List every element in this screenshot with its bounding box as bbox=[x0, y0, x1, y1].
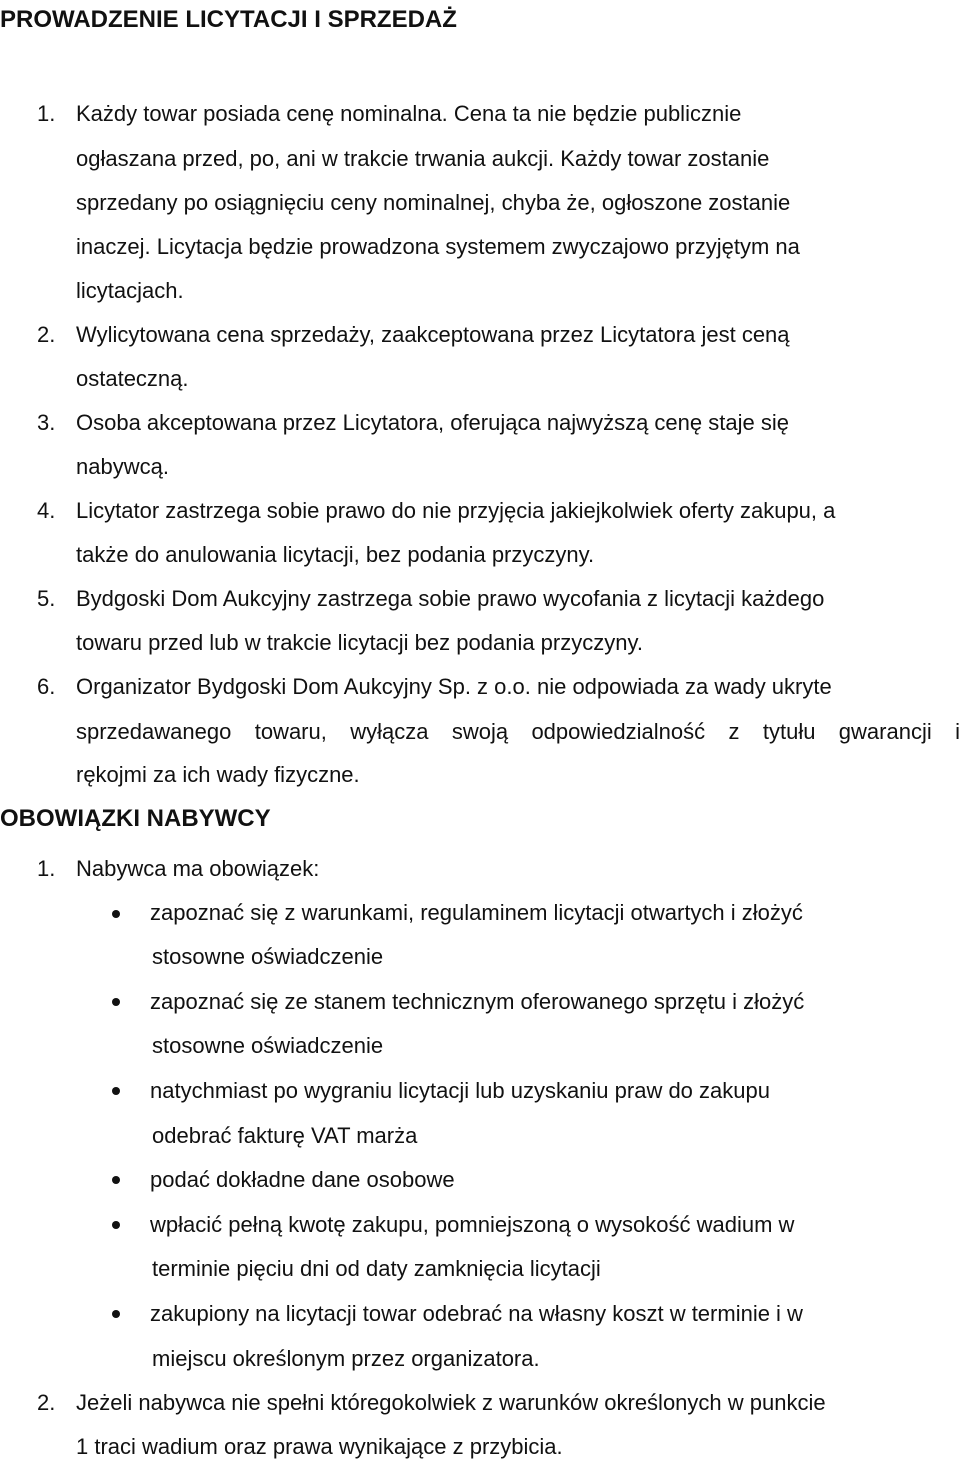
item-number: 4. bbox=[37, 498, 56, 523]
section-heading-auction: PROWADZENIE LICYTACJI I SPRZEDAŻ bbox=[0, 6, 457, 33]
bullet-text-continuation: stosowne oświadczenie bbox=[152, 1033, 384, 1058]
item-text-line: Jeżeli nabywca nie spełni któregokolwiek z warunków określonych w punkcie bbox=[76, 1390, 826, 1415]
bullet-icon bbox=[112, 1176, 120, 1184]
bullet-text-continuation: stosowne oświadczenie bbox=[152, 944, 384, 969]
bullet-text: zakupiony na licytacji towar odebrać na własny koszt w terminie i w bbox=[150, 1301, 803, 1326]
item-text-line: ogłaszana przed, po, ani w trakcie trwania aukcji. Każdy towar zostanie bbox=[76, 146, 770, 171]
bullet-icon bbox=[112, 1310, 120, 1318]
item-number: 3. bbox=[37, 410, 56, 435]
bullet-text-continuation: miejscu określonym przez organizatora. bbox=[152, 1346, 540, 1371]
bullet-text: zapoznać się ze stanem technicznym oferowanego sprzętu i złożyć bbox=[150, 989, 805, 1014]
item-text-line: sprzedany po osiągnięciu ceny nominalnej, chyba że, ogłoszone zostanie bbox=[76, 190, 791, 215]
item-text-line: Osoba akceptowana przez Licytatora, oferująca najwyższą cenę staje się bbox=[76, 410, 789, 435]
item-text-line: licytacjach. bbox=[76, 278, 184, 303]
item-number: 2. bbox=[37, 322, 56, 347]
item-text-line: inaczej. Licytacja będzie prowadzona systemem zwyczajowo przyjętym na bbox=[76, 234, 800, 259]
bullet-text-continuation: odebrać fakturę VAT marża bbox=[152, 1123, 418, 1148]
item-text-line: Każdy towar posiada cenę nominalna. Cena ta nie będzie publicznie bbox=[76, 101, 742, 126]
item-number: 6. bbox=[37, 674, 56, 699]
item-text-line: nabywcą. bbox=[76, 454, 169, 479]
item-number: 2. bbox=[37, 1390, 56, 1415]
item-text-line: 1 traci wadium oraz prawa wynikające z przybicia. bbox=[76, 1434, 563, 1459]
bullet-text: wpłacić pełną kwotę zakupu, pomniejszoną o wysokość wadium w bbox=[150, 1212, 795, 1237]
bullet-icon bbox=[112, 1087, 120, 1095]
item-text-line: Licytator zastrzega sobie prawo do nie przyjęcia jakiejkolwiek oferty zakupu, a bbox=[76, 498, 836, 523]
item-text-line: towaru przed lub w trakcie licytacji bez podania przyczyny. bbox=[76, 630, 643, 655]
bullet-icon bbox=[112, 910, 120, 918]
bullet-text-continuation: terminie pięciu dni od daty zamknięcia licytacji bbox=[152, 1256, 601, 1281]
section-heading-buyer-duties: OBOWIĄZKI NABYWCY bbox=[0, 805, 271, 832]
bullet-icon bbox=[112, 1221, 120, 1229]
item-number: 1. bbox=[37, 856, 56, 881]
item-number: 5. bbox=[37, 586, 56, 611]
item-text-line: także do anulowania licytacji, bez podania przyczyny. bbox=[76, 542, 595, 567]
bullet-text: podać dokładne dane osobowe bbox=[150, 1167, 455, 1192]
bullet-icon bbox=[112, 998, 120, 1006]
item-text-line: Organizator Bydgoski Dom Aukcyjny Sp. z o.o. nie odpowiada za wady ukryte bbox=[76, 674, 832, 699]
item-text-line: sprzedawanego towaru, wyłącza swoją odpowiedzialność z tytułu gwarancji i bbox=[76, 719, 960, 744]
item-text-line: Wylicytowana cena sprzedaży, zaakceptowana przez Licytatora jest ceną bbox=[76, 322, 790, 347]
item-text-line: ostateczną. bbox=[76, 366, 189, 391]
item-number: 1. bbox=[37, 101, 56, 126]
item-text-line: rękojmi za ich wady fizyczne. bbox=[76, 762, 360, 787]
bullet-text: zapoznać się z warunkami, regulaminem licytacji otwartych i złożyć bbox=[150, 900, 803, 925]
bullet-text: natychmiast po wygraniu licytacji lub uzyskaniu praw do zakupu bbox=[150, 1078, 770, 1103]
item-text-line: Nabywca ma obowiązek: bbox=[76, 856, 320, 881]
item-text-line: Bydgoski Dom Aukcyjny zastrzega sobie prawo wycofania z licytacji każdego bbox=[76, 586, 825, 611]
